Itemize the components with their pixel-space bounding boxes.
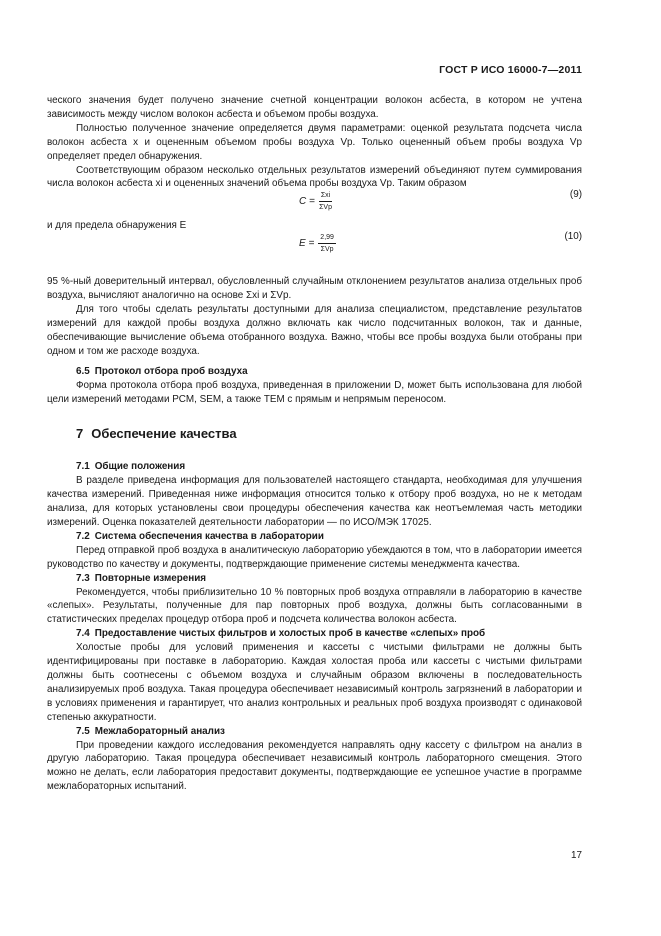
section-heading-6-5: 6.5 Протокол отбора проб воздуха <box>76 365 248 377</box>
section-heading-7-4: 7.4 Предоставление чистых фильтров и холостых проб в качестве «слепых» проб <box>76 628 486 640</box>
formula-numerator: 2,99 <box>318 233 336 244</box>
chapter-heading-7: 7 Обеспечение качества <box>76 426 237 442</box>
formula-denominator: ΣVp <box>319 204 332 212</box>
section-text: В разделе приведена информация для пользователей настоящего стандарта, необходимая для улучшения качества измерений. Приведенная ниже информация относится только к отбору проб воздуха, но не к методам анализа, для которых установлены свои процедуры обеспечения качества как неотъемлемая часть методики измерений. Оценка показателей деятельности лаборатории — по ИСО/МЭК 17025. <box>47 475 582 529</box>
section-heading-7-3: 7.3 Повторные измерения <box>76 572 207 584</box>
equation-number: (9) <box>569 189 582 201</box>
standard-header: ГОСТ Р ИСО 16000-7—2011 <box>439 64 582 76</box>
page-content <box>47 94 582 794</box>
formula-lhs: E = <box>299 237 315 249</box>
section-heading-7-1: 7.1 Общие положения <box>76 461 186 473</box>
paragraph: Полностью полученное значение определяется двумя параметрами: оценкой результата подсчета числа волокон асбеста x и оцененным объемом пробы воздуха Vp. Только оцененный объем пробы воздуха Vp определяет предел обнаружения. <box>47 122 582 162</box>
paragraph: и для предела обнаружения E <box>47 220 187 232</box>
section-text: Рекомендуется, чтобы приблизительно 10 % повторных проб воздуха отправляли в лабораторию в качестве «слепых». Результаты, полученные для пар повторных проб воздуха, должны быть согласованными в статистических пределах процедур отбора проб и подсчета количества волокон асбеста. <box>47 586 582 626</box>
paragraph: ческого значения будет получено значение счетной концентрации волокон асбеста, в котором не учтена зависимость между числом волокон асбеста и объемом пробы воздуха. <box>47 95 582 120</box>
equation-number: (10) <box>564 231 582 243</box>
section-heading-7-2: 7.2 Система обеспечения качества в лаборатории <box>76 530 324 542</box>
section-heading-7-5: 7.5 Межлабораторный анализ <box>76 725 225 737</box>
formula-9 <box>47 191 582 219</box>
section-text: Перед отправкой проб воздуха в аналитическую лабораторию убеждаются в том, что в лаборатории имеется руководство по качеству и документы, подтверждающие применение системы менеджмента качества. <box>47 544 582 570</box>
section-text: Форма протокола отбора проб воздуха, приведенная в приложении D, может быть использована для любой цели измерений методами PCM, SEM, а также TEM с прямым и непрямым переносом. <box>47 379 582 405</box>
paragraph: Для того чтобы сделать результаты доступными для анализа специалистом, представление результатов измерений для каждой пробы воздуха должно включать как число подсчитанных волокон, так и данные, обеспечивающие вычисление объема отобранного воздуха. Важно, чтобы все пробы воздуха были отобраны при одном и том же расходе воздуха. <box>47 304 582 357</box>
section-text: Холостые пробы для условий применения и кассеты с чистыми фильтрами не должны быть идентифицированы при поставке в лабораторию. Каждая холостая проба или кассеты с чистыми фильтрами должны быть соотнесены с объемом воздуха и случайным образом включены в последовательность анализируемых проб воздуха. Такая процедура обеспечивает независимый контроль загрязнений в лаборатории и в условиях применения и гарантирует, что анализ контрольных и реальных проб воздуха производят с одинаковой степенью аккуратности. <box>47 642 582 723</box>
section-text: При проведении каждого исследования рекомендуется направлять одну кассету с фильтром на анализ в другую лабораторию. Такая процедура обеспечивает независимый контроль лабораторного смещения. Этого можно не делать, если лаборатория предоставит документы, подтверждающие ее успешное участие в программе межлабораторных испытаний. <box>47 739 582 793</box>
paragraph: Соответствующим образом несколько отдельных результатов измерений объединяют путем суммирования числа волокон асбеста xi и оцененных значений объема пробы воздуха Vp. Таким образом <box>47 164 582 190</box>
paragraph: 95 %-ный доверительный интервал, обусловленный случайным отклонением результатов анализа отдельных проб воздуха, вычисляют аналогично на основе Σxi и ΣVp. <box>47 276 582 302</box>
formula-denominator: ΣVp <box>320 246 334 254</box>
formula-numerator: Σxi <box>319 191 332 202</box>
page-number: 17 <box>571 850 582 861</box>
formula-10 <box>47 233 582 261</box>
formula-lhs: C = <box>299 195 315 207</box>
